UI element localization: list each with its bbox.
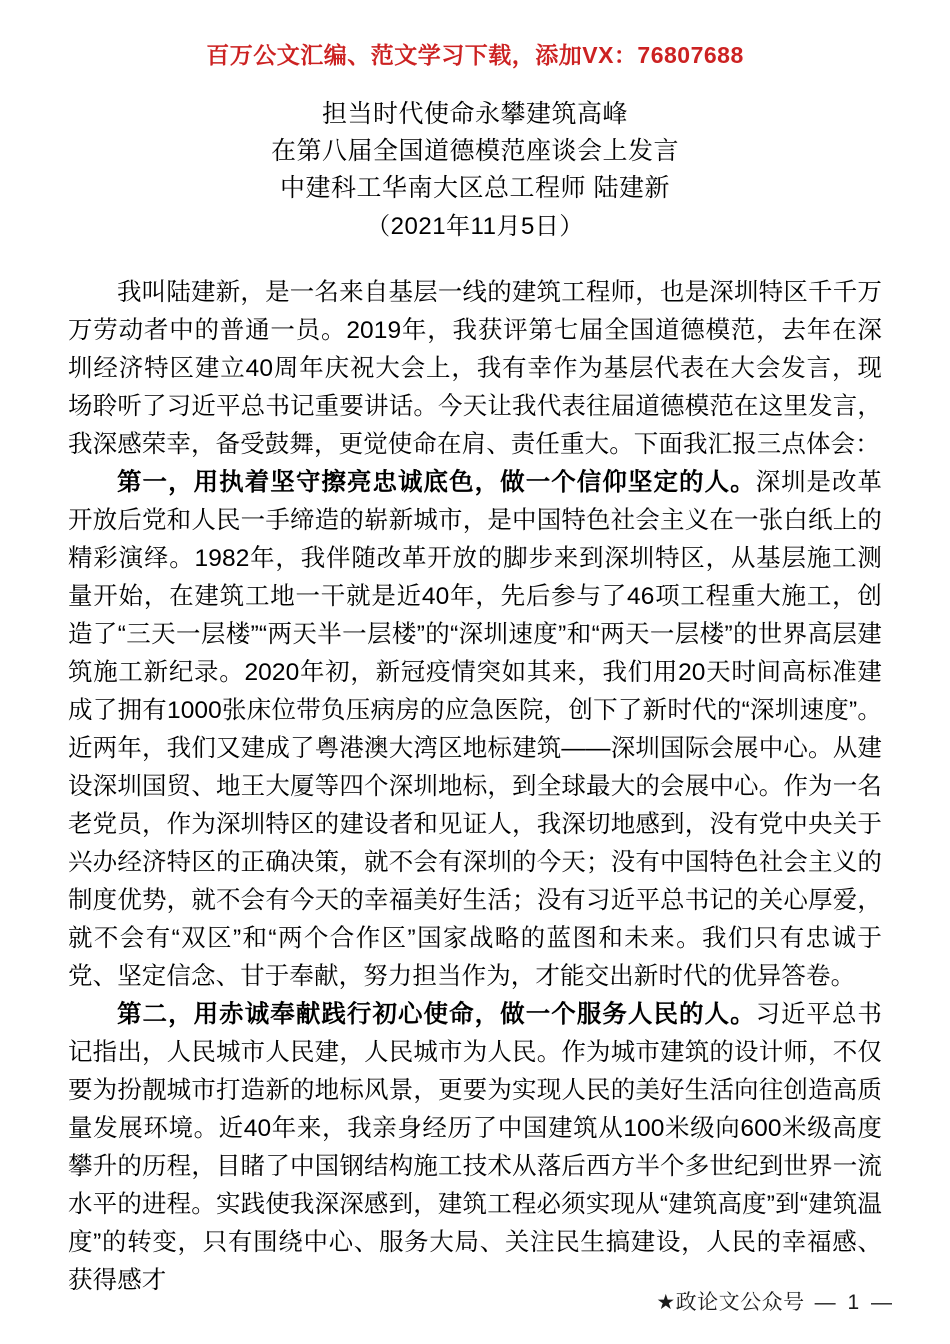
document-body (68, 274, 882, 1300)
title-block (0, 96, 950, 247)
document-title-line-1: 担当时代使命永攀建筑高峰 (321, 100, 628, 128)
footer-watermark: ★政论文公众号 (656, 1291, 805, 1314)
document-date: （2021年11月5日） (366, 213, 584, 240)
page-number: — 1 — (814, 1291, 895, 1314)
paragraph (68, 274, 882, 464)
document-title-line-3: 中建科工华南大区总工程师 陆建新 (280, 174, 670, 202)
document-title-line-2: 在第八届全国道德模范座谈会上发言 (270, 137, 679, 165)
paragraph-lead: 第二，用赤诚奉献践行初心使命，做一个服务人民的人。 (117, 1001, 756, 1028)
paragraph-text: 习近平总书记指出，人民城市人民建，人民城市为人民。作为城市建筑的设计师，不仅要为扮靓城市打造新的地标风景，更要为实现人民的美好生活向往创造高质量发展环境。近40年来，我亲身经历了中国建筑从100米级向600米级高度攀升的历程，目睹了中国钢结构施工技术从落后西方半个多世纪到世界一流水平的进程。实践使我深深感到，建筑工程必须实现从“建筑高度”到“建筑温度”的转变，只有围绕中心、服务大局、关注民生搞建设，人民的幸福感、获得感才 (68, 1001, 883, 1294)
paragraph (68, 464, 882, 996)
paragraph-text: 我叫陆建新，是一名来自基层一线的建筑工程师，也是深圳特区千千万万劳动者中的普通一员。2019年，我获评第七届全国道德模范，去年在深圳经济特区建立40周年庆祝大会上，我有幸作为基层代表在大会发言，现场聆听了习近平总书记重要讲话。今天让我代表往届道德模范在这里发言，我深感荣幸，备受鼓舞，更觉使命在肩、责任重大。下面我汇报三点体会： (68, 279, 882, 458)
paragraph-text: 深圳是改革开放后党和人民一手缔造的崭新城市，是中国特色社会主义在一张白纸上的精彩演绎。1982年，我伴随改革开放的脚步来到深圳特区，从基层施工测量开始，在建筑工地一干就是近40年，先后参与了46项工程重大施工，创造了“三天一层楼”“两天半一层楼”的“深圳速度”和“两天一层楼”的世界高层建筑施工新纪录。2020年初，新冠疫情突如其来，我们用20天时间高标准建成了拥有1000张床位带负压病房的应急医院，创下了新时代的“深圳速度”。近两年，我们又建成了粤港澳大湾区地标建筑——深圳国际会展中心。从建设深圳国贸、地王大厦等四个深圳地标，到全球最大的会展中心。作为一名老党员，作为深圳特区的建设者和见证人，我深切地感到，没有党中央关于兴办经济特区的正确决策，就不会有深圳的今天；没有中国特色社会主义的制度优势，就不会有今天的幸福美好生活；没有习近平总书记的关心厚爱，就不会有“双区”和“两个合作区”国家战略的蓝图和未来。我们只有忠诚于党、坚定信念、甘于奉献，努力担当作为，才能交出新时代的优异答卷。 (68, 469, 883, 990)
paragraph-lead: 第一，用执着坚守擦亮忠诚底色，做一个信仰坚定的人。 (117, 469, 756, 496)
paragraph (68, 996, 882, 1300)
promo-banner: 百万公文汇编、范文学习下载，添加VX：76807688 (206, 42, 744, 68)
page-footer (0, 1288, 950, 1318)
